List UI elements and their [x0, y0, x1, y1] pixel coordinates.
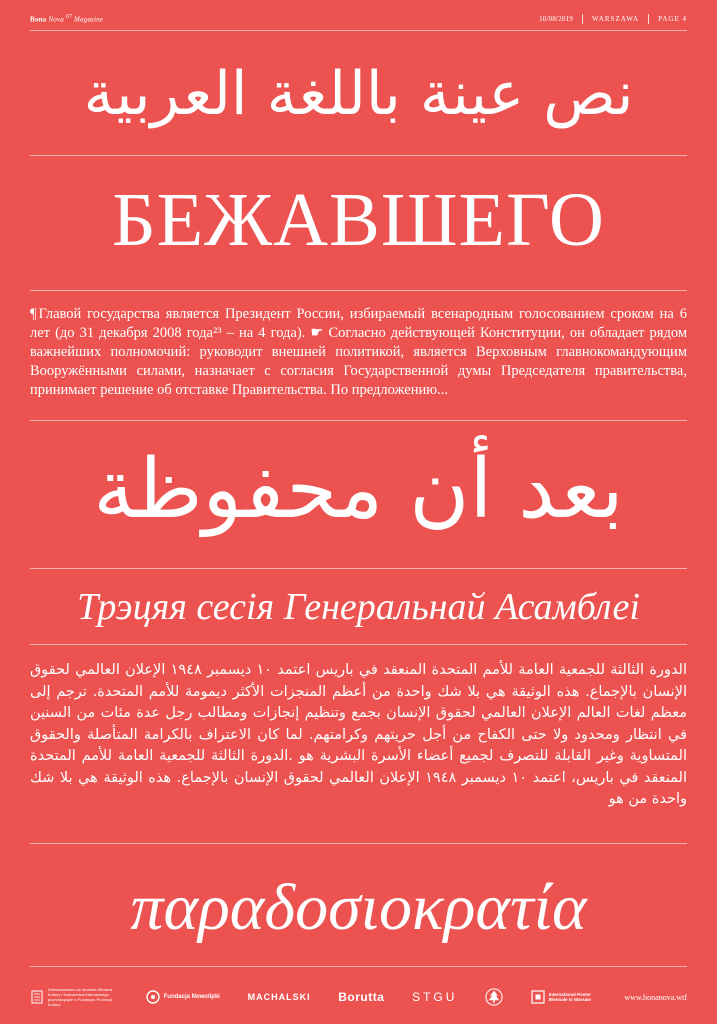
headline-cyrillic: БЕЖАВШЕГО [112, 178, 605, 262]
sponsor-fundacja-name: Fundacja Nowolipki [163, 994, 220, 1000]
paragraph-arabic: الدورة الثالثة للجمعية العامة للأمم المتحدة المنعقد في باريس اعتمد ١٠ ديسمبر ١٩٤٨ الإعلان العالمي لحقوق الإنسان بالإجماع. هذه الوثيقة هي بلا شك واحدة من أعظم المنجزات الأكثر ديمومة للأمم المتحدة. ترجم إلى معظم لغات العالم الإعلان العالمي لحقوق الإنسان بجمع وتنظيم إنجازات ومطالب رجل عدة مئات من السنين في انتظار ومحدود ولا حتى الكفاح من أجل حريتهم وكرامتهم. لما كان الاعتراف بالكرامة المتأصلة والحقوق المتساوية وغير القابلة للتصرف لجميع أعضاء الأسرة البشرية هو .الدورة الثالثة للجمعية العامة للأمم المتحدة المنعقد في باريس، اعتمد ١٠ ديسمبر ١٩٤٨ الإعلان العالمي لحقوق الإنسان بالإجماع. هذه الوثيقة هي بلا شك واحدة من هو [30, 662, 688, 807]
divider [30, 568, 687, 569]
headline-greek: παραδοσιοκρατία [130, 871, 587, 944]
page-number: PAGE 4 [658, 15, 687, 23]
issue-city: WARSZAWA [592, 15, 640, 23]
sponsor-stgu: STGU [412, 990, 458, 1004]
divider [30, 290, 687, 291]
sponsor-machalski: MACHALSKI [247, 992, 311, 1002]
sponsor-fundacja [146, 990, 220, 1004]
headline-arabic-1: نص عينة باللغة العربية [83, 59, 634, 129]
header-divider [582, 14, 583, 24]
ministry-credit [30, 987, 118, 1007]
biennale-logo-icon [531, 990, 545, 1004]
brand-italic: Nova [48, 15, 64, 24]
brand-tail: Magazine [74, 15, 104, 24]
sponsor-biennale-name: International Poster Biennale in Warsaw [548, 992, 591, 1002]
footer [30, 984, 687, 1010]
brand-suffix: 07 [65, 14, 73, 20]
divider [30, 155, 687, 156]
tree-emblem-icon [485, 988, 503, 1006]
divider [30, 843, 687, 844]
paragraph-russian-text: Главой государства является Президент России, избираемый всенародным голосованием сроком на 6 лет (до 31 декабря 2008 года²³ – на 4 года). ☛ Согласно действующей Конституции, он обладает рядом важнейших полномочий: руководит внешней политикой, является Верховным главнокомандующим Вооружёнными силами, назначает с согласия Государственной думы Председателя правительства, принимает решение об отставке Правительства. По предложению... [30, 306, 687, 398]
headline-belarusian: Трэцяя сесія Генеральнай Асамблеі [77, 586, 640, 628]
divider [30, 644, 687, 645]
paragraph-russian [30, 305, 687, 400]
issue-date: 10/08/2019 [539, 15, 573, 23]
divider [30, 966, 687, 967]
header-meta [539, 14, 687, 24]
website-link[interactable]: www.bonanova.wtf [624, 992, 687, 1002]
ministry-crest-icon [30, 990, 44, 1004]
header-bar [30, 14, 687, 26]
fundacja-logo-icon [146, 990, 160, 1004]
divider [30, 420, 687, 421]
sponsor-borutta: Borutta [338, 990, 385, 1004]
brand [30, 14, 103, 23]
headline-arabic-2: بعد أن محفوظة [93, 442, 624, 537]
brand-bold: Bona [30, 15, 47, 24]
sponsor-biennale [531, 990, 597, 1004]
divider [30, 30, 687, 31]
header-divider [648, 14, 649, 24]
fine-print: Dofinansowano ze środków Ministra Kultury i Dziedzictwa Narodowego pochodzących z Funduszu Promocji Kultury [48, 987, 113, 1007]
pilcrow-mark: ¶ [30, 306, 37, 322]
